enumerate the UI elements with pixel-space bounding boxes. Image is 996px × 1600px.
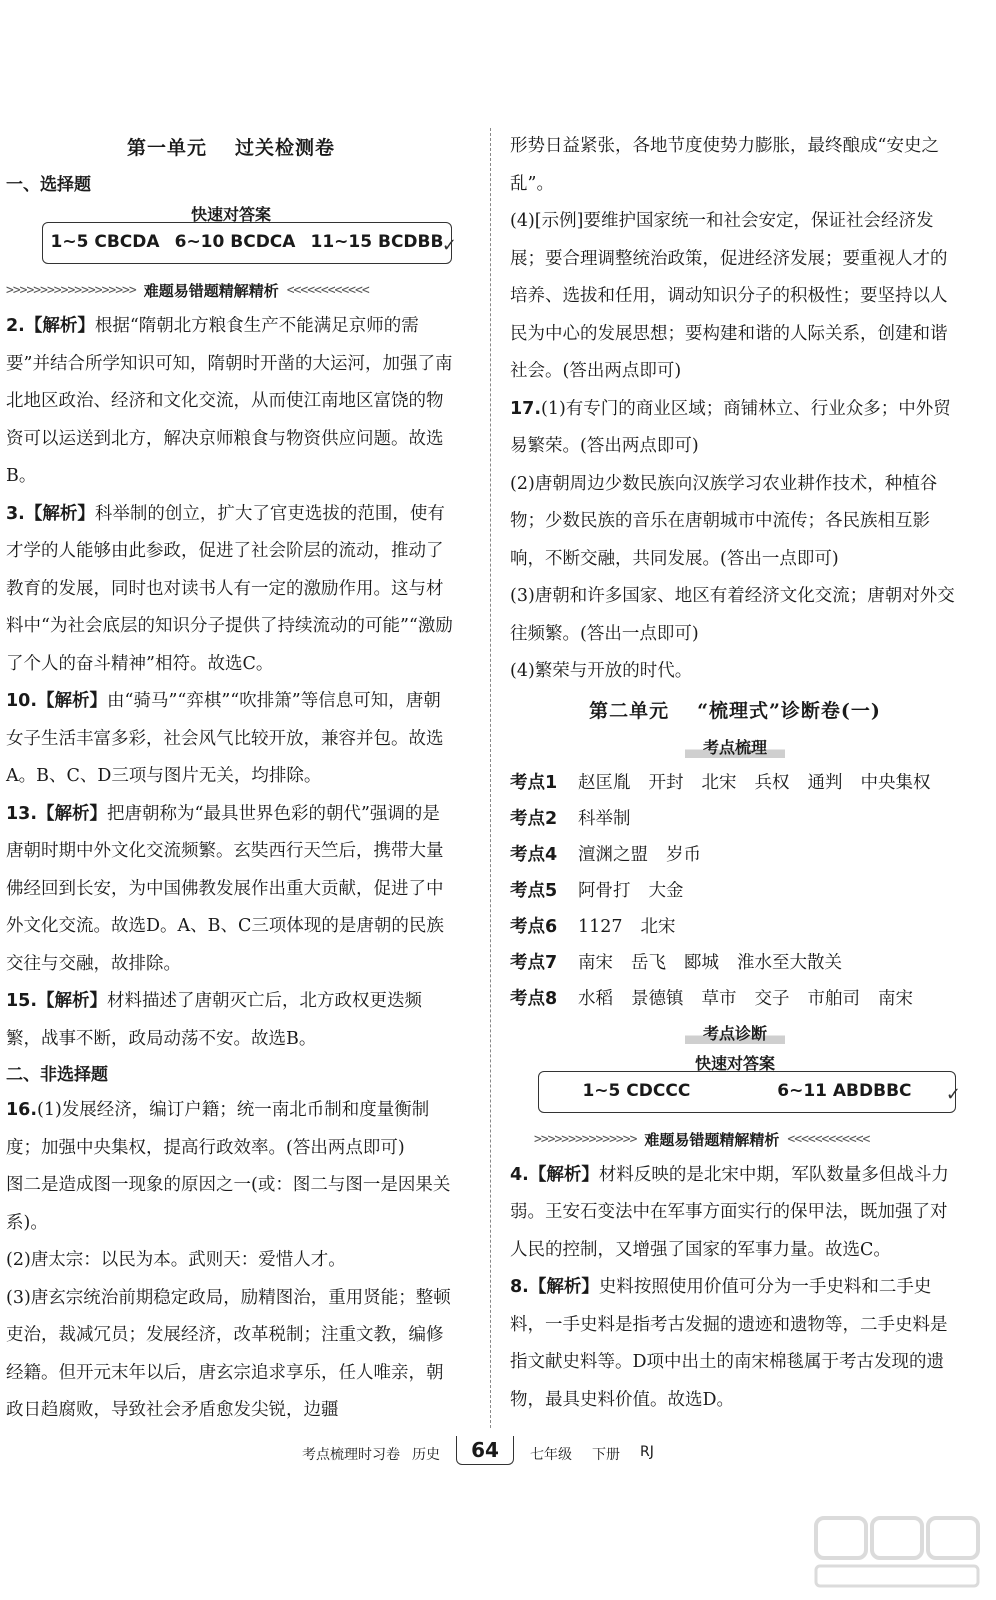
- quick-answer-box: [510, 1053, 960, 1119]
- footer-subject: 历史: [412, 1447, 440, 1463]
- quick-answer-content: [538, 1071, 961, 1113]
- kaodian-row: 考点7 南宋 岳飞 郾城 淮水至大散关: [510, 952, 842, 973]
- kaodian-row: 考点4 澶渊之盟 岁币: [510, 844, 701, 865]
- analysis-item: 3.【解析】科举制的创立，扩大了官吏选拔的范围，使有才学的人能够由此参政，促进了社会阶层的流动，推动了教育的发展，同时也对读书人有一定的激励作用。这与材料中“为社会底层的知识分子提供了持续流动的可能”“激励了个人的奋斗精神”相符。故选C。: [6, 503, 453, 674]
- kaodian-row: 考点1 赵匡胤 开封 北宋 兵权 通判 中央集权: [510, 772, 931, 793]
- question-17-line: (4)繁荣与开放的时代。: [510, 661, 693, 681]
- question-17-line: (3)唐朝和许多国家、地区有着经济文化交流；唐朝对外交往频繁。(答出一点即可): [510, 586, 955, 644]
- unit2-title: 第二单元 “梳理式”诊断卷(一): [589, 699, 881, 722]
- question-16-line: (4)[示例]要维护国家统一和社会安定，保证社会经济发展；要合理调整统治政策，促进经济发展；要重视人才的培养、选拔和任用，调动知识分子的积极性；要坚持以人民为中心的发展思想；要构建和谐的人际关系，创建和谐社会。(答出两点即可): [510, 211, 948, 381]
- left-column: [6, 128, 456, 1430]
- unit1-title: 第一单元 过关检测卷: [126, 137, 336, 159]
- answer-group: 1~5 CBCDA: [50, 232, 160, 253]
- right-column: [510, 128, 960, 1419]
- question-17-line: (2)唐朝周边少数民族向汉族学习农业耕作技术，种植谷物；少数民族的音乐在唐朝城市中流传；各民族相互影响，不断交融，共同发展。(答出一点即可): [510, 473, 938, 569]
- analysis-banner: >>>>>>>>>>>>>>> 难题易错题精解精析 <<<<<<<<<<<<: [510, 1123, 960, 1157]
- answer-group: 6~11 ABDBBC: [777, 1080, 912, 1101]
- question-16-continued: 形势日益紧张，各地节度使势力膨胀，最终酿成“安史之乱”。: [510, 136, 939, 194]
- answer-group: 11~15 BCDBB: [310, 232, 444, 253]
- question-16-line: (2)唐太宗：以民为本。武则天：爱惜人才。: [6, 1250, 346, 1270]
- kaodian-row: 考点5 阿骨打 大金: [510, 880, 684, 901]
- question-16-line: 图二是造成图一现象的原因之一(或：图二与图一是因果关系)。: [6, 1175, 451, 1233]
- analysis-item: 13.【解析】把唐朝称为“最具世界色彩的朝代”强调的是唐朝时期中外文化交流频繁。玄奘西行天竺后，携带大量佛经回到长安，为中国佛教发展作出重大贡献，促进了中外文化交流。故选D。A、B、C三项体现的是唐朝的民族交往与交融，故排除。: [6, 803, 444, 974]
- footer-book: 考点梳理时习卷: [302, 1447, 400, 1463]
- arrow-decoration-icon: >>>>>>>>>>>>>>>: [534, 1131, 637, 1147]
- check-icon: ✓: [945, 1083, 961, 1105]
- analysis-item: 4.【解析】材料反映的是北宋中期，军队数量多但战斗力弱。王安石变法中在军事方面实行的保甲法，既加强了对人民的控制，又增强了国家的军事力量。故选C。: [510, 1164, 949, 1260]
- footer-grade: 七年级: [530, 1447, 572, 1463]
- analysis-item: 8.【解析】史料按照使用价值可分为一手史料和二手史料，一手史料是指考古发掘的遗迹和遗物等，二手史料是指文献史料等。D项中出土的南宋棉毯属于考古发现的遗物，最具史料价值。故选D。: [510, 1277, 948, 1410]
- quick-answer-title: 快速对答案: [190, 205, 271, 224]
- quick-answer-title: 快速对答案: [694, 1053, 775, 1073]
- kaodian-row: 考点2 科举制: [510, 808, 631, 829]
- footer-edition: RJ: [640, 1444, 654, 1460]
- quick-answer-content: [42, 222, 457, 264]
- question-16: 16.(1)发展经济，编订户籍；统一南北币制和度量衡制度；加强中央集权，提高行政效率。(答出两点即可): [6, 1100, 430, 1158]
- footer-volume: 下册: [592, 1447, 620, 1463]
- quick-answer-box: [6, 204, 456, 270]
- page-number: 64: [456, 1436, 514, 1465]
- question-16-line: (3)唐玄宗统治前期稳定政局，励精图治，重用贤能；整顿吏治，裁减冗员；发展经济，改革税制；注重文教，编修经籍。但开元末年以后，唐玄宗追求享乐，任人唯亲，朝政日趋腐败，导致社会矛盾愈发尖锐，边疆: [6, 1287, 451, 1420]
- kaodian-zhenduan-header: 考点诊断: [510, 1017, 960, 1051]
- kaodian-shuli-header: 考点梳理: [510, 731, 960, 765]
- question-17: 17.(1)有专门的商业区域；商铺林立、行业众多；中外贸易繁荣。(答出两点即可): [510, 398, 951, 456]
- column-divider: [490, 128, 491, 1428]
- analysis-item: 10.【解析】由“骑马”“弈棋”“吹排箫”等信息可知，唐朝女子生活丰富多彩，社会风气比较开放，兼容并包。故选A。B、C、D三项与图片无关，均排除。: [6, 691, 444, 786]
- analysis-item: 2.【解析】根据“隋朝北方粮食生产不能满足京师的需要”并结合所学知识可知，隋朝时开凿的大运河，加强了南北地区政治、经济和文化交流，从而使江南地区富饶的物资可以运送到北方，解决京师粮食与物资供应问题。故选B。: [6, 316, 453, 486]
- check-icon: ✓: [441, 235, 457, 256]
- analysis-banner: >>>>>>>>>>>>>>>>>>> 难题易错题精解精析 <<<<<<<<<<<<: [6, 274, 456, 308]
- analysis-item: 15.【解析】材料描述了唐朝灭亡后，北方政权更迭频繁，战事不断，政局动荡不安。故选B。: [6, 991, 423, 1049]
- page-footer: [0, 1432, 996, 1472]
- section-nonchoice: 二、非选择题: [6, 1065, 108, 1085]
- arrow-decoration-icon: <<<<<<<<<<<<: [286, 283, 369, 298]
- section-choice: 一、选择题: [6, 175, 91, 195]
- kaodian-row: 考点6 1127 北宋: [510, 916, 676, 937]
- answer-group: 1~5 CDCCC: [582, 1080, 691, 1101]
- arrow-decoration-icon: <<<<<<<<<<<<: [787, 1131, 870, 1147]
- answer-group: 6~10 BCDCA: [174, 232, 296, 253]
- kaodian-row: 考点8 水稻 景德镇 草市 交子 市舶司 南宋: [510, 988, 913, 1009]
- arrow-decoration-icon: >>>>>>>>>>>>>>>>>>>: [6, 283, 136, 298]
- watermark-logo-icon: [812, 1512, 982, 1592]
